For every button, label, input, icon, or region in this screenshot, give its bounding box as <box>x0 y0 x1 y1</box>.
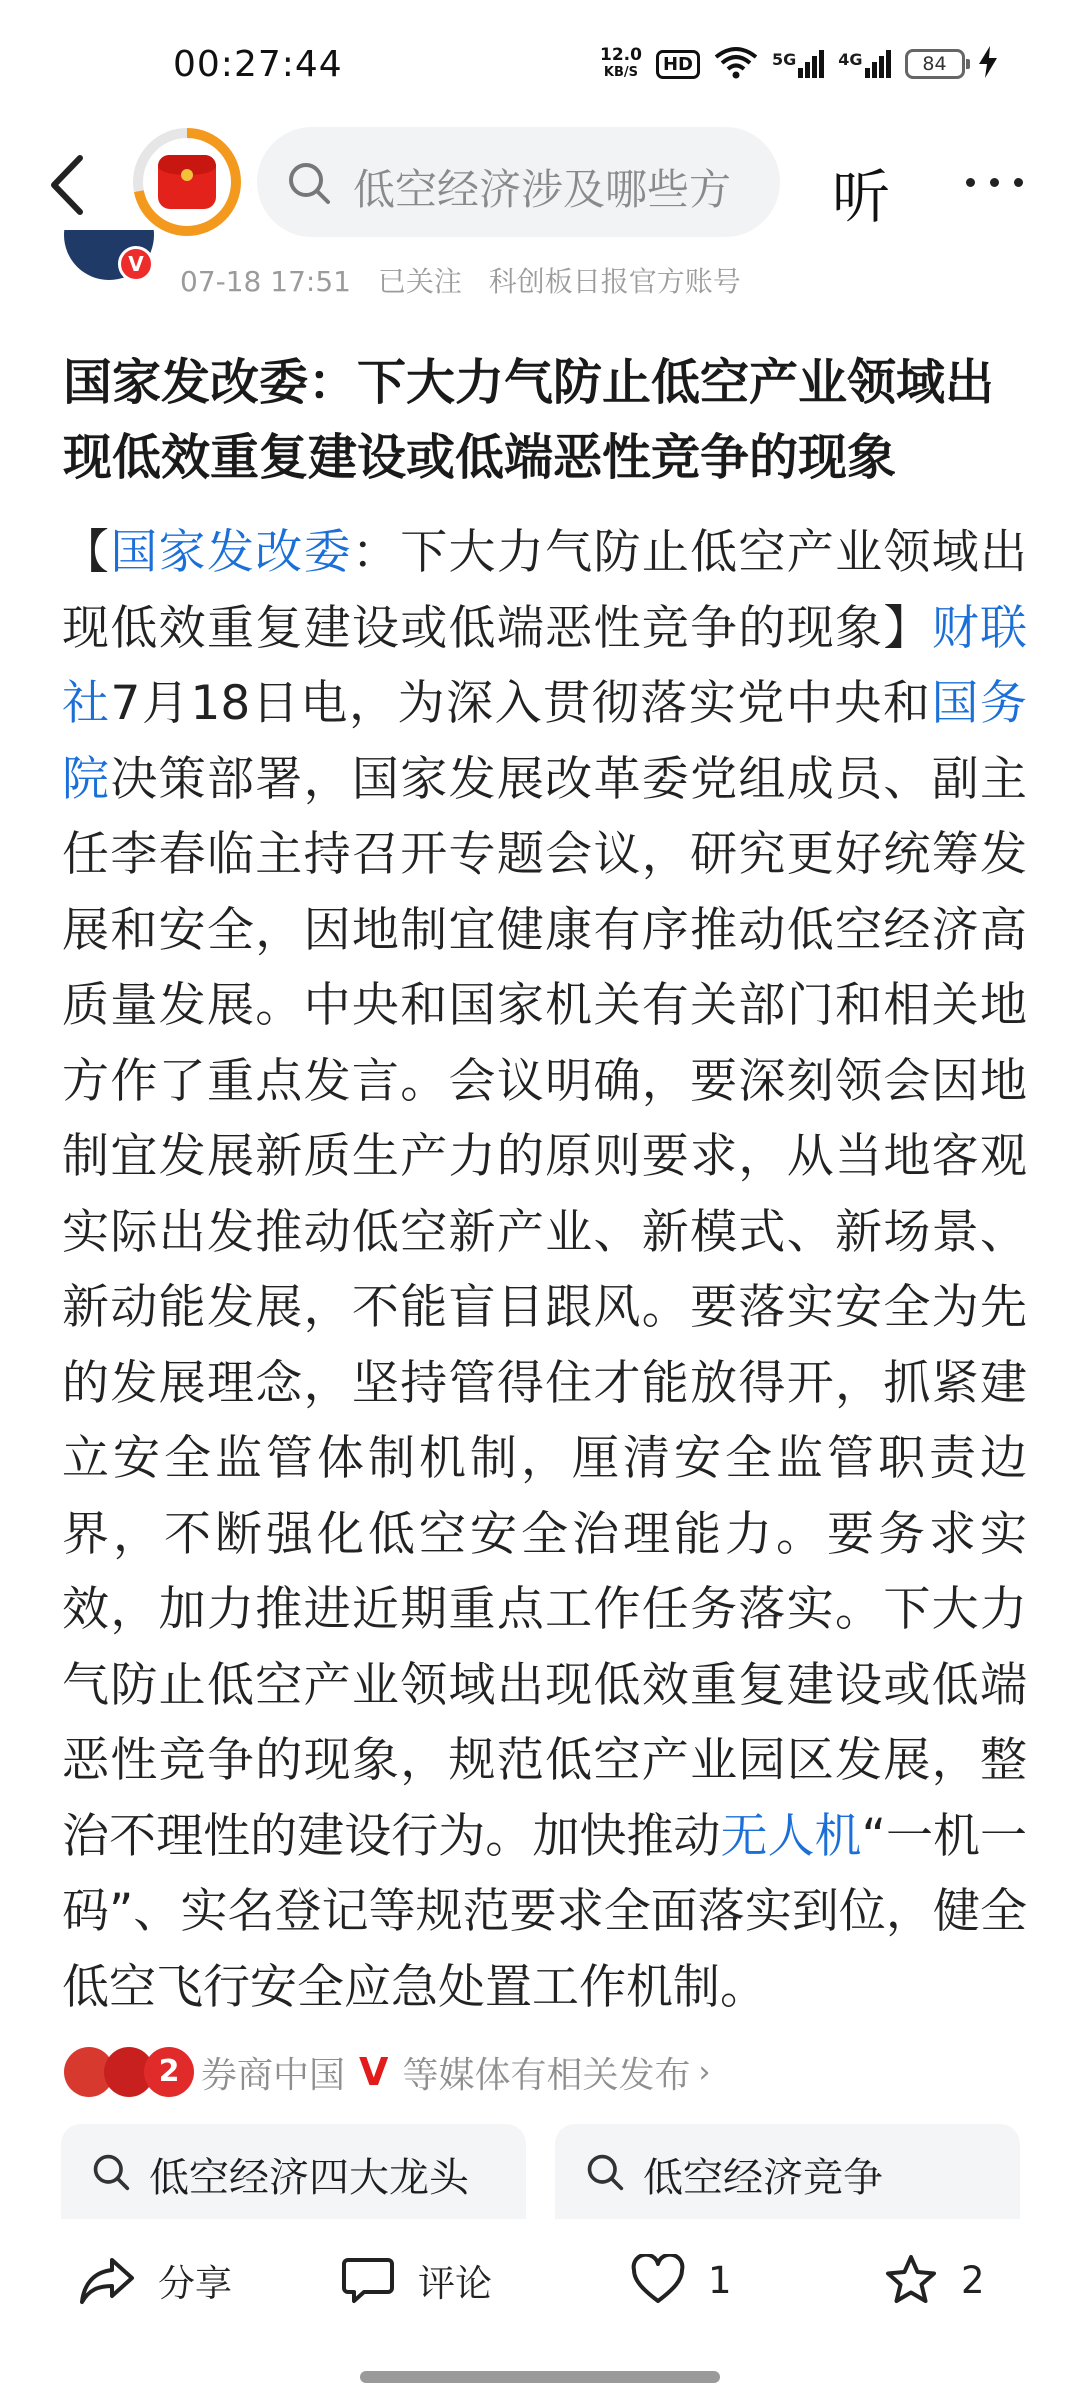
suggestion-chip[interactable] <box>555 2124 1020 2219</box>
suggestion-text: 低空经济四大龙头 <box>149 2155 469 2201</box>
source-suffix: 等媒体有相关发布 <box>402 2054 691 2096</box>
status-clock: 00:27:44 <box>173 44 343 85</box>
heart-icon <box>630 2254 686 2306</box>
battery-icon: 84 <box>905 49 965 79</box>
signal-4g-icon: 4G <box>838 50 890 78</box>
back-button[interactable] <box>40 150 100 220</box>
red-bag-icon <box>158 155 216 209</box>
search-input[interactable] <box>257 127 780 237</box>
wifi-icon <box>714 45 758 83</box>
search-icon <box>287 161 331 205</box>
dot-icon <box>966 178 975 187</box>
search-placeholder: 低空经济涉及哪些方 <box>353 165 732 214</box>
body-text: “一机一码”、实名登记等规范要求全面落实到位，健全低空飞行安全应急处置工作机制。 <box>62 1808 1028 2015</box>
suggestion-text: 低空经济竞争 <box>643 2155 883 2201</box>
comment-icon <box>340 2254 396 2306</box>
dot-icon <box>1014 178 1023 187</box>
account-name: 科创板日报官方账号 <box>488 265 741 298</box>
chevron-right-icon: › <box>698 2054 711 2090</box>
app-logo[interactable] <box>133 128 241 236</box>
like-button[interactable] <box>630 2245 732 2315</box>
home-indicator[interactable] <box>360 2371 720 2383</box>
favorite-count: 2 <box>961 2258 985 2302</box>
search-icon <box>585 2152 625 2192</box>
entity-link[interactable]: 国家发改委 <box>110 525 352 580</box>
verified-icon: V <box>118 246 154 282</box>
source-name: 券商中国 <box>201 2054 346 2096</box>
source-logos <box>64 2047 189 2097</box>
star-icon <box>883 2253 939 2307</box>
charging-icon <box>979 46 997 82</box>
like-count: 1 <box>708 2258 732 2302</box>
author-avatar[interactable] <box>64 230 154 290</box>
comment-button[interactable]: 评论 <box>340 2245 492 2315</box>
entity-link[interactable]: 无人机 <box>720 1808 862 1864</box>
dot-icon <box>990 178 999 187</box>
verified-v-icon: V <box>359 2050 389 2094</box>
follow-status[interactable]: 已关注 <box>377 265 462 298</box>
hd-voice-icon: HD <box>656 50 700 79</box>
signal-5g-icon: 5G <box>772 50 824 78</box>
more-options-button[interactable] <box>966 178 1023 187</box>
chevron-left-icon <box>40 150 100 220</box>
article-meta <box>180 260 759 300</box>
article-title: 国家发改委：下大力气防止低空产业领域出现低效重复建设或低端恶性竞争的现象 <box>63 354 995 486</box>
publish-date: 07-18 17:51 <box>180 265 351 298</box>
search-icon <box>91 2152 131 2192</box>
status-icons <box>600 44 997 84</box>
entity-link[interactable]: 财联社 <box>62 600 1028 731</box>
media-logo-icon: 2 <box>144 2047 194 2097</box>
entity-link[interactable]: 国务院 <box>62 676 1028 807</box>
net-speed-indicator: 12.0 KB/S <box>600 45 642 80</box>
body-text: 【 <box>62 525 111 580</box>
listen-button[interactable]: 听 <box>832 163 891 231</box>
body-text: ：下大力气防止低空产业领域出现低效重复建设或低端恶性竞争的现象】 <box>62 525 1028 656</box>
related-sources[interactable] <box>64 2042 710 2102</box>
share-icon <box>78 2254 136 2306</box>
suggestion-chip[interactable] <box>61 2124 526 2219</box>
favorite-button[interactable] <box>883 2245 985 2315</box>
share-button[interactable]: 分享 <box>78 2245 232 2315</box>
body-text: 决策部署，国家发展改革委党组成员、副主任李春临主持召开专题会议，研究更好统筹发展和安全，因地制宜健康有序推动低空经济高质量发展。中央和国家机关有关部门和相关地方作了重点发言。会议明确，要深刻领会因地制宜发展新质生产力的原则要求，从当地客观实际出发推动低空新产业、新模式、新场景、新动能发展，不能盲目跟风。要落实安全为先的发展理念，坚持管得住才能放得开，抓紧建立安全监管体制机制，厘清安全监管职责边界，不断强化低空安全治理能力。要务求实效，加力推进近期重点工作任务落实。下大力气防止低空产业领域出现低效重复建设或低端恶性竞争的现象，规范低空产业园区发展，整治不理性的建设行为。加快推动 <box>62 751 1028 1864</box>
body-text: 7月18日电，为深入贯彻落实党中央和 <box>110 676 932 731</box>
article-body <box>62 515 1027 2025</box>
